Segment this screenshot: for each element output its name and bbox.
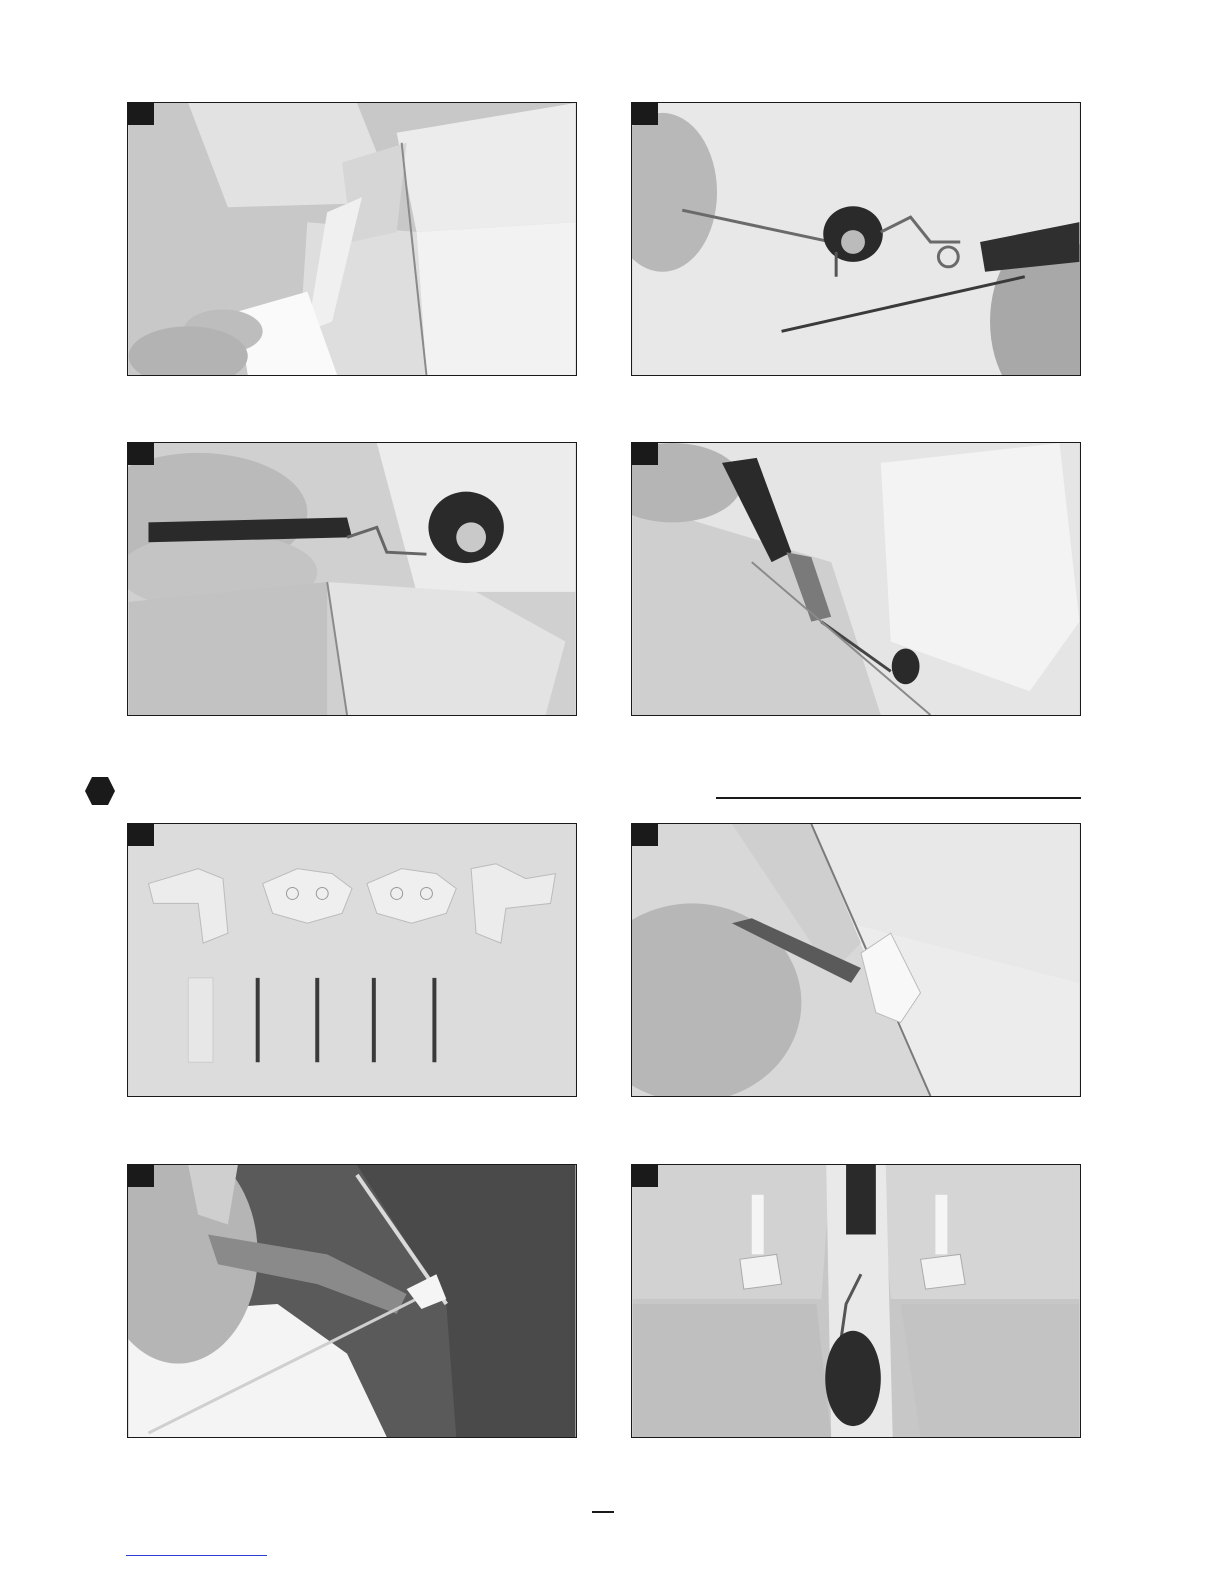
step-number-box <box>128 824 154 846</box>
photo-tailwheel-wire <box>631 102 1081 376</box>
photo-brackets-and-screws <box>127 823 577 1097</box>
hinge-gluing-illustration <box>128 103 576 375</box>
photo-tailwheel-install <box>127 442 577 716</box>
section-heading-rule <box>716 797 1081 799</box>
step-number-box <box>128 443 154 465</box>
tailwheel-install-illustration <box>128 443 576 715</box>
tail-assembled-illustration <box>632 1165 1080 1437</box>
bracket-cut-illustration <box>128 1165 576 1437</box>
photo-bracket-drill <box>631 823 1081 1097</box>
step-number-box <box>128 1165 154 1187</box>
step-number-box <box>632 1165 658 1187</box>
step-number-box <box>128 103 154 125</box>
page-number-dash <box>592 1511 614 1513</box>
bracket-drill-illustration <box>632 824 1080 1096</box>
step-number-box <box>632 443 658 465</box>
footer-link-underline[interactable] <box>126 1555 267 1556</box>
brackets-screws-illustration <box>128 824 576 1096</box>
hexagon-bullet-icon <box>84 776 116 806</box>
photo-tailwheel-screw <box>631 442 1081 716</box>
tailwheel-wire-illustration <box>632 103 1080 375</box>
photo-glue-hinge <box>127 102 577 376</box>
photo-tail-assembled <box>631 1164 1081 1438</box>
tailwheel-screw-illustration <box>632 443 1080 715</box>
step-number-box <box>632 103 658 125</box>
photo-bracket-cut <box>127 1164 577 1438</box>
step-number-box <box>632 824 658 846</box>
